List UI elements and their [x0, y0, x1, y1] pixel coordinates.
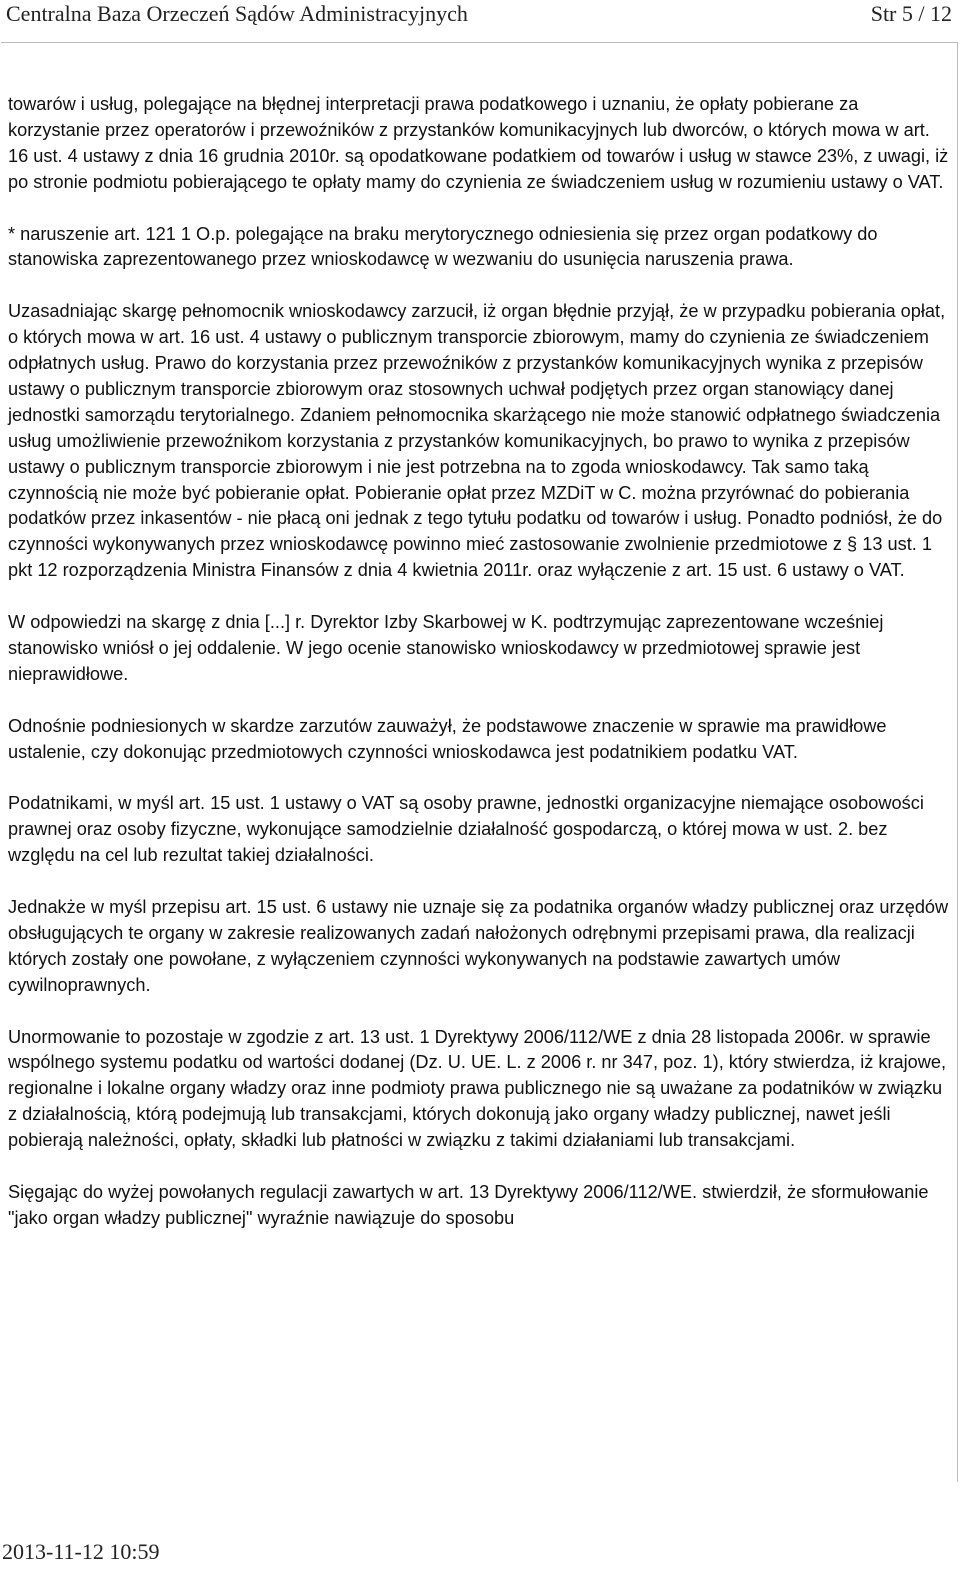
- judgment-body: [8, 92, 953, 1232]
- paragraph-3: Uzasadniając skargę pełnomocnik wnioskodawcy zarzucił, iż organ błędnie przyjął, że w przypadku pobierania opłat, o których mowa w art. 16 ust. 4 ustawy o publicznym transporcie zbiorowym, mamy do czynienia ze świadczeniem odpłatnych usług. Prawo do korzystania przez przewoźników z przystanków komunikacyjnych wynika z przepisów ustawy o publicznym transporcie zbiorowym oraz stosownych uchwał podjętych przez organ stanowiący danej jednostki samorządu terytorialnego. Zdaniem pełnomocnika skarżącego nie może stanowić odpłatnego świadczenia usług umożliwienie przewoźnikom korzystania z przystanków komunikacyjnych, bo prawo to wynika z przepisów ustawy o publicznym transporcie zbiorowym i nie jest potrzebna na to zgoda wnioskodawcy. Tak samo taką czynnością nie może być pobieranie opłat. Pobieranie opłat przez MZDiT w C. można przyrównać do pobierania podatków przez inkasentów - nie płacą oni jednak z tego tytułu podatku od towarów i usług. Ponadto podniósł, że do czynności wykonywanych przez wnioskodawcę powinno mieć zastosowanie zwolnienie przedmiotowe z § 13 ust. 1 pkt 12 rozporządzenia Ministra Finansów z dnia 4 kwietnia 2011r. oraz wyłączenie z art. 15 ust. 6 ustawy o VAT.: [8, 301, 946, 581]
- paragraph-7: Jednakże w myśl przepisu art. 15 ust. 6 ustawy nie uznaje się za podatnika organów władzy publicznej oraz urzędów obsługujących te organy w zakresie realizowanych zadań nałożonych odrębnymi przepisami prawa, dla realizacji których zostały one powołane, z wyłączeniem czynności wykonywanych na podstawie zawartych umów cywilnoprawnych.: [8, 897, 949, 995]
- paragraph-2: * naruszenie art. 121 1 O.p. polegające na braku merytorycznego odniesienia się przez organ podatkowy do stanowiska zaprezentowanego przez wnioskodawcę w wezwaniu do usunięcia naruszenia prawa.: [8, 223, 878, 270]
- print-timestamp: 2013-11-12 10:59: [2, 1539, 160, 1564]
- paragraph-9: Sięgając do wyżej powołanych regulacji zawartych w art. 13 Dyrektywy 2006/112/WE. stwierdził, że sformułowanie "jako organ władzy publicznej" wyraźnie nawiązuje do sposobu: [8, 1181, 929, 1228]
- page-number: Str 5 / 12: [870, 1, 952, 26]
- page-header: [0, 0, 960, 40]
- paragraph-8: Unormowanie to pozostaje w zgodzie z art. 13 ust. 1 Dyrektywy 2006/112/WE z dnia 28 listopada 2006r. w sprawie wspólnego systemu podatku od wartości dodanej (Dz. U. UE. L. z 2006 r. nr 347, poz. 1), który stwierdza, iż krajowe, regionalne i lokalne organy władzy oraz inne podmioty prawa publicznego nie są uważane za podatników w związku z działalnością, którą podejmują lub transakcjami, których dokonują jako organy władzy publicznej, nawet jeśli pobierają należności, opłaty, składki lub płatności w związku z takimi działaniami lub transakcjami.: [8, 1026, 947, 1151]
- paragraph-4: W odpowiedzi na skargę z dnia [...] r. Dyrektor Izby Skarbowej w K. podtrzymując zaprezentowane wcześniej stanowisko wniósł o jej oddalenie. W jego ocenie stanowisko wnioskodawcy w przedmiotowej sprawie jest nieprawidłowe.: [8, 612, 884, 684]
- document-source-title: Centralna Baza Orzeczeń Sądów Administracyjnych: [6, 1, 468, 26]
- paragraph-6: Podatnikami, w myśl art. 15 ust. 1 ustawy o VAT są osoby prawne, jednostki organizacyjne niemające osobowości prawnej oraz osoby fizyczne, wykonujące samodzielnie działalność gospodarczą, o której mowa w ust. 2. bez względu na cel lub rezultat takiej działalności.: [8, 793, 924, 866]
- paragraph-5: Odnośnie podniesionych w skardze zarzutów zauważył, że podstawowe znaczenie w sprawie ma prawidłowe ustalenie, czy dokonując przedmiotowych czynności wnioskodawca jest podatnikiem podatku VAT.: [8, 715, 887, 762]
- paragraph-1: towarów i usług, polegające na błędnej interpretacji prawa podatkowego i uznaniu, że opłaty pobierane za korzystanie przez operatorów i przewoźników z przystanków komunikacyjnych lub dworców, o których mowa w art. 16 ust. 4 ustawy z dnia 16 grudnia 2010r. są opodatkowane podatkiem od towarów i usług w stawce 23%, z uwagi, iż po stronie podmiotu pobierającego te opłaty mamy do czynienia ze świadczeniem usług w rozumieniu ustawy o VAT.: [8, 94, 949, 192]
